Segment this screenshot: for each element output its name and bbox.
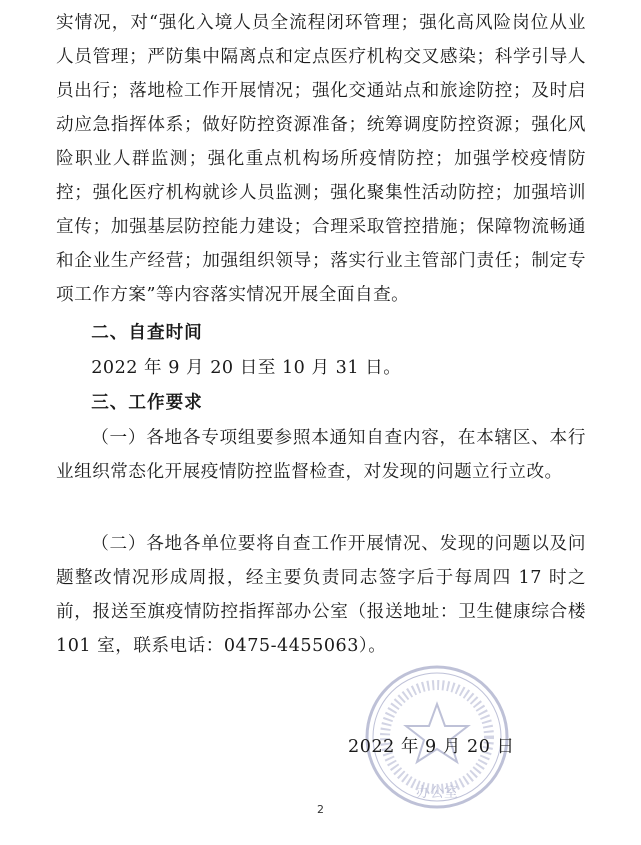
page-number: 2 [317, 803, 324, 816]
section-two-heading: 二、自查时间 [91, 323, 203, 343]
requirement-two-paragraph: （二）各地各单位要将自查工作开展情况、发现的问题以及问题整改情况形成周报，经主要负责同志签字后于每周四 17 时之前，报送至旗疫情防控指挥部办公室（报送地址：卫生健康综合楼 101 室，联系电话：0475-4455063）。 [56, 534, 586, 656]
signature-date: 2022 年 9 月 20 日 [348, 737, 515, 757]
section-three-heading: 三、工作要求 [91, 393, 203, 413]
section-two-date: 2022 年 9 月 20 日至 10 月 31 日。 [91, 358, 402, 378]
requirement-one-paragraph: （一）各地各专项组要参照本通知自查内容，在本辖区、本行业组织常态化开展疫情防控监督检查，对发现的问题立行立改。 [56, 428, 586, 482]
paragraph-continued: 实情况，对“强化入境人员全流程闭环管理；强化高风险岗位从业人员管理；严防集中隔离点和定点医疗机构交叉感染；科学引导人员出行；落地检工作开展情况；强化交通站点和旅途防控；及时启动应急指挥体系；做好防控资源准备；统筹调度防控资源；强化风险职业人群监测；强化重点机构场所疫情防控；加强学校疫情防控；强化医疗机构就诊人员监测；强化聚集性活动防控；加强培训宣传；加强基层防控能力建设；合理采取管控措施；保障物流畅通和企业生产经营；加强组织领导；落实行业主管部门责任；制定专项工作方案”等内容落实情况开展全面自查。 [56, 13, 586, 305]
stamp-text: 办公室 [416, 785, 458, 801]
